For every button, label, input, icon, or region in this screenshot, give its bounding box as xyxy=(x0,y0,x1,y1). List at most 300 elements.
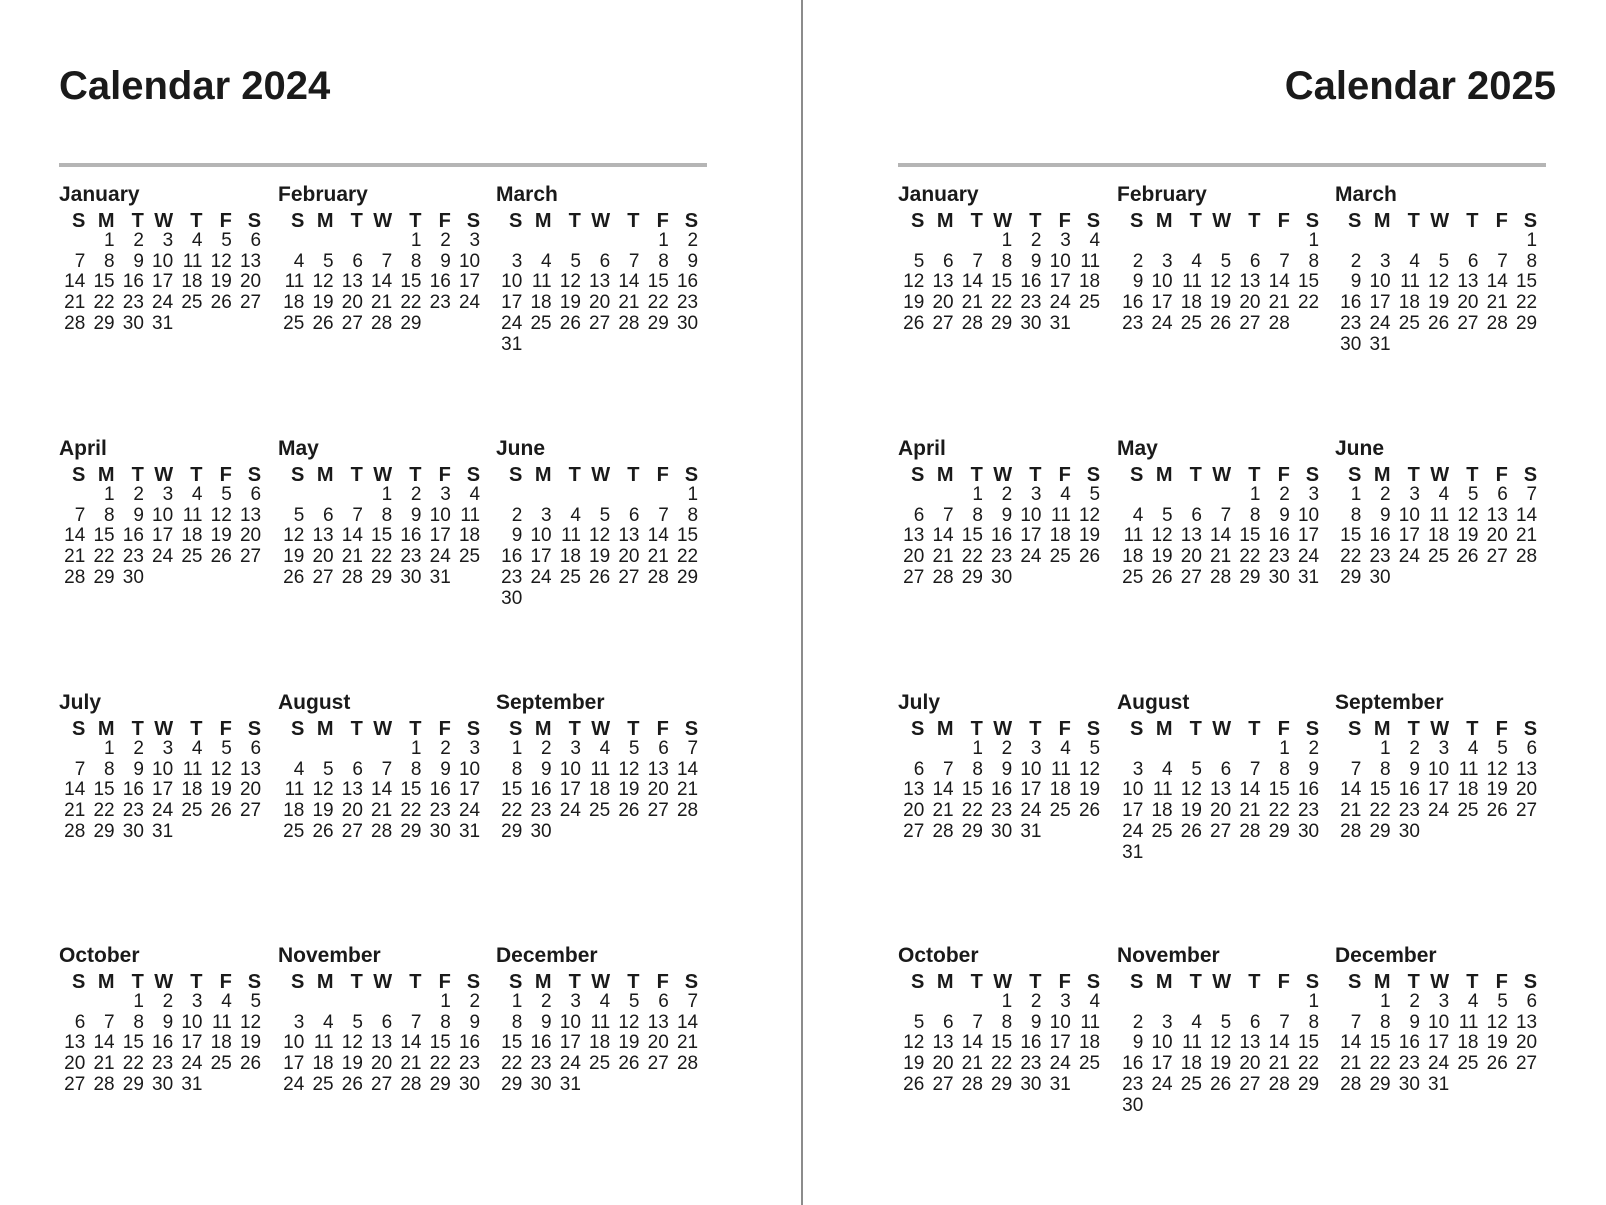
day-number: 24 xyxy=(501,312,523,334)
month-july xyxy=(898,691,1103,843)
day-number: 28 xyxy=(1239,820,1261,842)
day-number: 23 xyxy=(458,1053,481,1075)
day-number: 28 xyxy=(1486,312,1508,334)
day-number: 7 xyxy=(1279,250,1290,272)
day-number: 4 xyxy=(293,250,305,272)
day-number: 3 xyxy=(541,504,552,526)
day-number: 23 xyxy=(1340,312,1362,334)
day-number: 12 xyxy=(1078,504,1101,526)
day-number: 6 xyxy=(943,1011,954,1033)
day-number: 3 xyxy=(1438,737,1450,759)
day-number: 19 xyxy=(618,779,640,801)
day-number: 3 xyxy=(1380,250,1391,272)
day-number: 4 xyxy=(599,737,611,759)
day-number: 23 xyxy=(1020,292,1042,314)
weekday-header: T xyxy=(131,210,144,232)
weekday-header: F xyxy=(656,971,669,993)
day-number: 22 xyxy=(400,292,422,314)
day-number: 29 xyxy=(1369,820,1391,842)
weekday-header: T xyxy=(1248,464,1261,486)
day-number: 29 xyxy=(961,820,983,842)
empty-day-cell xyxy=(1117,739,1146,760)
day-number: 4 xyxy=(221,990,232,1012)
weekday-header: F xyxy=(1495,718,1508,740)
day-number: 25 xyxy=(589,800,611,822)
weekday-header: T xyxy=(1248,718,1261,740)
day-number: 20 xyxy=(1515,779,1538,801)
day-number: 13 xyxy=(239,758,262,780)
day-number: 26 xyxy=(1078,546,1101,568)
day-number: 21 xyxy=(341,546,363,568)
day-number: 27 xyxy=(903,566,925,588)
day-number: 20 xyxy=(647,779,669,801)
day-number: 11 xyxy=(1458,1011,1479,1033)
month-name: November xyxy=(278,944,381,967)
day-number: 23 xyxy=(991,546,1013,568)
day-number: 2 xyxy=(1132,1011,1144,1033)
day-number: 2 xyxy=(1001,737,1013,759)
weekday-header: M xyxy=(316,718,334,740)
weekday-header: S xyxy=(1129,464,1144,486)
day-number: 20 xyxy=(239,779,262,801)
day-number: 20 xyxy=(239,271,262,293)
weekday-header: S xyxy=(247,210,262,232)
day-number: 20 xyxy=(1210,800,1232,822)
day-number: 25 xyxy=(181,800,203,822)
day-number: 22 xyxy=(501,800,523,822)
weekday-header: S xyxy=(910,971,925,993)
day-number: 29 xyxy=(991,312,1013,334)
day-grid xyxy=(496,210,701,356)
day-number: 19 xyxy=(1078,779,1101,801)
empty-day-cell xyxy=(395,992,424,1013)
day-number: 30 xyxy=(1122,1094,1144,1116)
month-january xyxy=(59,183,264,335)
day-number: 6 xyxy=(658,737,669,759)
day-number: 5 xyxy=(913,1011,925,1033)
day-number: 25 xyxy=(1078,1053,1101,1075)
weekday-header: T xyxy=(1407,718,1420,740)
day-number: 23 xyxy=(122,292,144,314)
weekday-header: T xyxy=(568,464,581,486)
month-april xyxy=(898,437,1103,589)
day-number: 28 xyxy=(1515,546,1538,568)
empty-day-cell xyxy=(927,231,956,252)
day-number: 1 xyxy=(1526,229,1538,251)
day-grid xyxy=(496,464,701,610)
day-number: 21 xyxy=(64,800,86,822)
day-number: 4 xyxy=(599,990,611,1012)
day-number: 25 xyxy=(1049,546,1071,568)
day-number: 27 xyxy=(341,820,363,842)
weekday-header: S xyxy=(1347,718,1362,740)
month-name: January xyxy=(59,183,140,206)
day-number: 8 xyxy=(410,250,422,272)
weekday-header: W xyxy=(993,971,1013,993)
month-october xyxy=(59,944,264,1096)
month-june xyxy=(1335,437,1540,589)
day-number: 9 xyxy=(133,504,144,526)
day-number: 6 xyxy=(250,737,262,759)
day-number: 7 xyxy=(1350,1011,1362,1033)
day-number: 17 xyxy=(1020,525,1042,547)
empty-day-cell xyxy=(278,739,307,760)
day-number: 14 xyxy=(1268,1032,1290,1054)
day-number: 23 xyxy=(530,1053,552,1075)
weekday-header: F xyxy=(1277,718,1290,740)
day-number: 1 xyxy=(410,737,422,759)
weekday-header: M xyxy=(97,210,115,232)
day-number: 16 xyxy=(152,1032,174,1054)
empty-day-cell xyxy=(1205,992,1234,1013)
weekday-header: F xyxy=(1495,971,1508,993)
day-number: 9 xyxy=(1409,1011,1420,1033)
day-number: 16 xyxy=(400,525,422,547)
page-spine-divider xyxy=(801,0,803,1205)
day-number: 18 xyxy=(1398,292,1420,314)
empty-day-cell xyxy=(1234,739,1263,760)
day-number: 5 xyxy=(221,229,232,251)
day-number: 14 xyxy=(400,1032,422,1054)
day-number: 30 xyxy=(991,566,1013,588)
day-number: 15 xyxy=(93,271,115,293)
day-number: 28 xyxy=(1268,1073,1290,1095)
weekday-header: M xyxy=(936,971,954,993)
weekday-header: S xyxy=(910,718,925,740)
weekday-header: S xyxy=(71,971,86,993)
day-number: 15 xyxy=(400,271,422,293)
day-number: 28 xyxy=(676,800,699,822)
day-number: 30 xyxy=(122,566,144,588)
month-january xyxy=(898,183,1103,335)
empty-day-cell xyxy=(1176,485,1205,506)
day-number: 2 xyxy=(133,229,144,251)
day-number: 14 xyxy=(1515,504,1538,526)
day-number: 11 xyxy=(590,1011,611,1033)
day-number: 29 xyxy=(122,1073,144,1095)
day-number: 13 xyxy=(647,758,669,780)
day-number: 3 xyxy=(162,483,174,505)
month-name: September xyxy=(1335,691,1444,714)
empty-day-cell xyxy=(898,485,927,506)
day-number: 4 xyxy=(1089,229,1101,251)
day-number: 2 xyxy=(1132,250,1144,272)
weekday-header: T xyxy=(1407,210,1420,232)
day-number: 13 xyxy=(647,1011,669,1033)
weekday-header: M xyxy=(534,210,552,232)
day-number: 6 xyxy=(1497,483,1508,505)
weekday-header: T xyxy=(350,971,363,993)
empty-day-cell xyxy=(1176,231,1205,252)
day-number: 5 xyxy=(1162,504,1173,526)
day-number: 28 xyxy=(961,312,983,334)
day-number: 16 xyxy=(501,546,523,568)
day-number: 10 xyxy=(181,1011,203,1033)
day-number: 10 xyxy=(501,271,523,293)
day-number: 28 xyxy=(1210,566,1232,588)
day-number: 10 xyxy=(1049,1011,1071,1033)
day-number: 4 xyxy=(570,504,581,526)
day-number: 12 xyxy=(283,525,305,547)
day-number: 18 xyxy=(1122,546,1144,568)
day-number: 30 xyxy=(530,1073,552,1095)
weekday-header: F xyxy=(219,210,232,232)
day-number: 18 xyxy=(283,800,305,822)
day-number: 27 xyxy=(1210,820,1232,842)
day-number: 1 xyxy=(1308,229,1320,251)
day-number: 7 xyxy=(74,758,86,780)
day-number: 8 xyxy=(658,250,669,272)
day-number: 18 xyxy=(1180,1053,1202,1075)
day-number: 4 xyxy=(293,758,305,780)
month-name: September xyxy=(496,691,605,714)
month-name: July xyxy=(898,691,941,714)
empty-day-cell xyxy=(584,485,613,506)
day-grid xyxy=(898,971,1103,1096)
day-number: 10 xyxy=(559,1011,581,1033)
weekday-header: S xyxy=(508,718,523,740)
day-number: 15 xyxy=(429,1032,451,1054)
day-number: 18 xyxy=(1049,525,1071,547)
day-number: 3 xyxy=(469,737,481,759)
day-number: 23 xyxy=(429,292,451,314)
weekday-header: T xyxy=(131,464,144,486)
day-number: 3 xyxy=(469,229,481,251)
day-number: 26 xyxy=(1078,800,1101,822)
day-number: 26 xyxy=(618,800,640,822)
day-number: 9 xyxy=(1308,758,1320,780)
empty-day-cell xyxy=(1117,231,1146,252)
day-number: 7 xyxy=(1526,483,1538,505)
day-number: 31 xyxy=(1122,841,1144,863)
weekday-header: W xyxy=(993,464,1013,486)
day-number: 3 xyxy=(1438,990,1450,1012)
day-number: 31 xyxy=(152,820,174,842)
day-number: 1 xyxy=(658,229,669,251)
day-number: 25 xyxy=(1049,800,1071,822)
day-number: 31 xyxy=(559,1073,581,1095)
day-number: 2 xyxy=(1030,990,1042,1012)
weekday-header: T xyxy=(1248,971,1261,993)
weekday-header: W xyxy=(373,971,393,993)
day-number: 22 xyxy=(93,546,115,568)
month-march xyxy=(1335,183,1540,356)
weekday-header: T xyxy=(970,210,983,232)
day-number: 24 xyxy=(181,1053,203,1075)
weekday-header: T xyxy=(1189,971,1202,993)
day-number: 21 xyxy=(1515,525,1538,547)
day-number: 8 xyxy=(511,1011,523,1033)
day-number: 25 xyxy=(559,566,581,588)
day-number: 2 xyxy=(1409,737,1420,759)
month-may xyxy=(1117,437,1322,589)
day-number: 17 xyxy=(152,271,174,293)
weekday-header: T xyxy=(568,210,581,232)
day-number: 12 xyxy=(1210,1032,1232,1054)
month-name: February xyxy=(278,183,368,206)
weekday-header: T xyxy=(1248,210,1261,232)
weekday-header: S xyxy=(247,464,262,486)
day-number: 7 xyxy=(1279,1011,1290,1033)
day-number: 24 xyxy=(1428,800,1450,822)
weekday-header: S xyxy=(71,464,86,486)
day-number: 15 xyxy=(1369,779,1391,801)
day-number: 11 xyxy=(1051,504,1071,526)
day-number: 11 xyxy=(182,504,203,526)
day-number: 24 xyxy=(1369,312,1391,334)
weekday-header: F xyxy=(656,210,669,232)
day-number: 9 xyxy=(1279,504,1290,526)
day-number: 20 xyxy=(618,546,640,568)
day-number: 13 xyxy=(1457,271,1479,293)
day-number: 12 xyxy=(1151,525,1173,547)
weekday-header: F xyxy=(438,971,451,993)
weekday-header: W xyxy=(591,210,611,232)
day-number: 25 xyxy=(210,1053,232,1075)
day-number: 7 xyxy=(972,250,983,272)
page-title: Calendar 2025 xyxy=(1284,64,1556,108)
day-number: 5 xyxy=(323,758,334,780)
day-number: 29 xyxy=(93,820,115,842)
day-number: 10 xyxy=(283,1032,305,1054)
day-number: 5 xyxy=(323,250,334,272)
day-number: 21 xyxy=(1340,800,1362,822)
day-number: 15 xyxy=(1515,271,1538,293)
day-number: 30 xyxy=(1340,333,1362,355)
day-number: 3 xyxy=(440,483,451,505)
day-number: 15 xyxy=(991,1032,1013,1054)
day-number: 7 xyxy=(74,504,86,526)
day-number: 14 xyxy=(371,779,393,801)
day-number: 29 xyxy=(501,820,523,842)
day-number: 15 xyxy=(400,779,422,801)
day-number: 3 xyxy=(1060,990,1071,1012)
day-number: 1 xyxy=(1279,737,1290,759)
day-number: 25 xyxy=(1457,1053,1479,1075)
month-november xyxy=(1117,944,1322,1117)
weekday-header: T xyxy=(627,718,640,740)
day-number: 19 xyxy=(1210,1053,1232,1075)
day-number: 28 xyxy=(1340,1073,1362,1095)
day-number: 15 xyxy=(1297,1032,1320,1054)
day-number: 8 xyxy=(972,504,983,526)
month-name: April xyxy=(59,437,107,460)
day-number: 3 xyxy=(570,737,581,759)
day-number: 31 xyxy=(429,566,451,588)
day-number: 19 xyxy=(1486,1032,1508,1054)
day-number: 6 xyxy=(381,1011,393,1033)
weekday-header: F xyxy=(656,718,669,740)
day-number: 8 xyxy=(1001,250,1013,272)
empty-day-cell xyxy=(1117,485,1146,506)
day-number: 4 xyxy=(1162,758,1173,780)
weekday-header: S xyxy=(1086,210,1101,232)
day-number: 11 xyxy=(1429,504,1450,526)
day-number: 14 xyxy=(64,779,86,801)
day-number: 21 xyxy=(961,292,983,314)
day-number: 12 xyxy=(312,779,334,801)
weekday-header: M xyxy=(1155,971,1173,993)
weekday-header: M xyxy=(936,464,954,486)
day-number: 10 xyxy=(1151,271,1173,293)
weekday-header: T xyxy=(1466,718,1479,740)
day-number: 11 xyxy=(1080,1011,1101,1033)
month-name: June xyxy=(1335,437,1385,460)
day-number: 8 xyxy=(1526,250,1538,272)
day-number: 11 xyxy=(284,271,305,293)
day-number: 22 xyxy=(371,546,393,568)
day-number: 6 xyxy=(913,758,925,780)
day-number: 19 xyxy=(589,546,611,568)
day-number: 9 xyxy=(1030,1011,1042,1033)
day-number: 4 xyxy=(541,250,552,272)
day-number: 21 xyxy=(93,1053,115,1075)
day-number: 6 xyxy=(1526,990,1538,1012)
day-number: 4 xyxy=(1467,737,1479,759)
day-number: 25 xyxy=(312,1073,334,1095)
day-number: 25 xyxy=(1122,566,1144,588)
day-number: 25 xyxy=(1398,312,1420,334)
empty-day-cell xyxy=(307,739,336,760)
day-number: 4 xyxy=(191,483,203,505)
day-number: 10 xyxy=(1049,250,1071,272)
day-number: 23 xyxy=(152,1053,174,1075)
day-number: 27 xyxy=(1457,312,1479,334)
day-number: 11 xyxy=(590,758,611,780)
day-number: 21 xyxy=(400,1053,422,1075)
empty-day-cell xyxy=(1176,992,1205,1013)
weekday-header: S xyxy=(684,210,699,232)
empty-day-cell xyxy=(584,231,613,252)
day-number: 19 xyxy=(618,1032,640,1054)
day-number: 6 xyxy=(1220,758,1232,780)
day-number: 20 xyxy=(932,1053,954,1075)
weekday-header: M xyxy=(1373,464,1391,486)
day-number: 29 xyxy=(93,312,115,334)
day-number: 27 xyxy=(1515,800,1538,822)
day-number: 24 xyxy=(1020,800,1042,822)
day-number: 28 xyxy=(64,566,86,588)
day-number: 18 xyxy=(1078,1032,1101,1054)
day-number: 5 xyxy=(1089,737,1101,759)
day-number: 28 xyxy=(647,566,669,588)
day-number: 24 xyxy=(1151,312,1173,334)
day-number: 20 xyxy=(64,1053,86,1075)
day-number: 12 xyxy=(1428,271,1450,293)
month-name: February xyxy=(1117,183,1207,206)
empty-day-cell xyxy=(555,231,584,252)
day-number: 19 xyxy=(341,1053,363,1075)
weekday-header: M xyxy=(1155,718,1173,740)
day-number: 9 xyxy=(469,1011,481,1033)
weekday-header: W xyxy=(1430,210,1450,232)
day-number: 20 xyxy=(932,292,954,314)
day-number: 16 xyxy=(429,779,451,801)
day-number: 14 xyxy=(932,525,954,547)
weekday-header: M xyxy=(97,718,115,740)
day-number: 19 xyxy=(559,292,581,314)
weekday-header: S xyxy=(466,210,481,232)
weekday-header: W xyxy=(1212,464,1232,486)
day-number: 13 xyxy=(239,504,262,526)
day-number: 29 xyxy=(991,1073,1013,1095)
weekday-header: T xyxy=(627,464,640,486)
day-number: 5 xyxy=(221,483,232,505)
empty-day-cell xyxy=(88,992,117,1013)
weekday-header: M xyxy=(316,210,334,232)
day-number: 27 xyxy=(932,1073,954,1095)
day-number: 19 xyxy=(1428,292,1450,314)
